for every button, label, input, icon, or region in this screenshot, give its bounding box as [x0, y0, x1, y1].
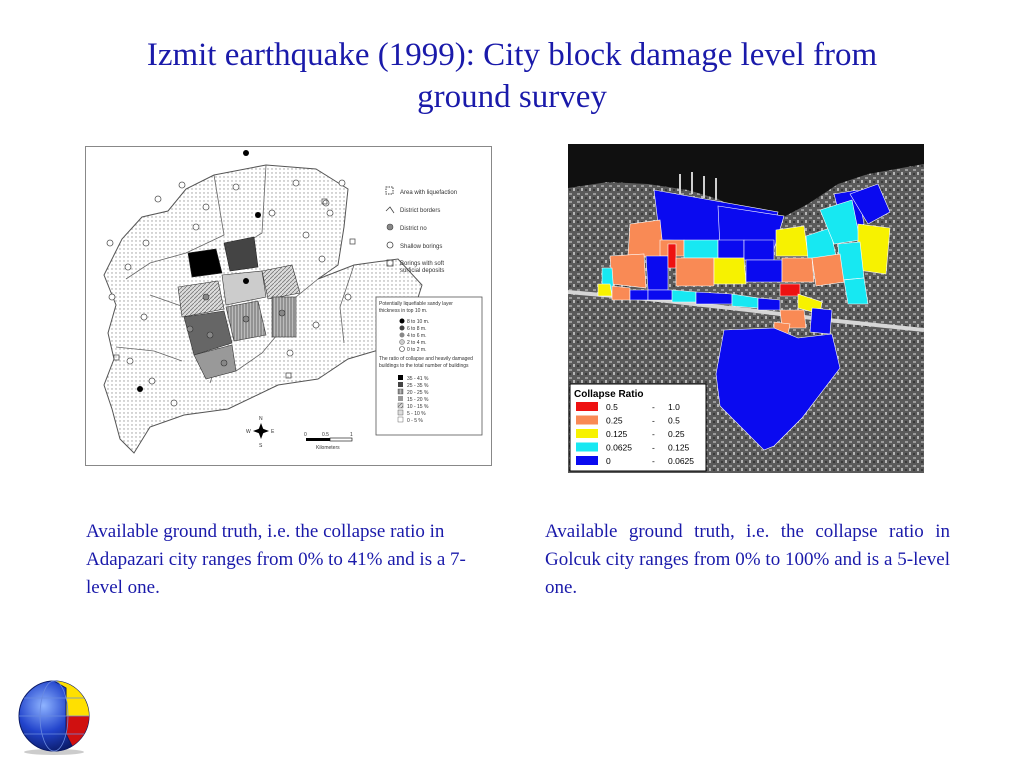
thickness-item: 8 to 10 m.: [407, 319, 430, 325]
thickness-item: 0 to 2 m.: [407, 347, 427, 353]
legend-range-to: 1.0: [668, 402, 680, 412]
thickness-ratio-legend: [376, 297, 482, 435]
legend-swatch: [576, 429, 598, 438]
legend-range-from: 0.125: [606, 429, 628, 439]
compass-icon: [246, 416, 275, 449]
legend-symbol-label: Shallow borings: [400, 244, 443, 250]
legend-range-to: 0.125: [668, 442, 690, 453]
compass-w: W: [246, 429, 251, 435]
slide-title: [0, 34, 1024, 118]
ratio-legend-title: The ratio of collapse and heavily damaged: [379, 356, 473, 362]
legend-range-to: 0.0625: [668, 456, 694, 466]
title-line-1: Izmit earthquake (1999): City block damage level from: [146, 37, 878, 73]
legend-swatch: [576, 402, 598, 411]
legend-symbol-label: District borders: [400, 208, 441, 214]
ratio-item: 5 - 10 %: [407, 411, 426, 417]
thickness-item: 4 to 6 m.: [407, 333, 427, 339]
legend-range-to: 0.25: [668, 429, 685, 439]
legend-range-dash: -: [652, 442, 655, 453]
legend-range-from: 0: [606, 456, 611, 466]
thickness-item: 6 to 8 m.: [407, 326, 427, 332]
thickness-legend-title: thickness in top 10 m.: [379, 308, 428, 314]
thickness-legend-title: Potentially liquefiable sandy layer: [379, 301, 453, 307]
legend-range-from: 0.0625: [606, 442, 632, 453]
legend-range-dash: -: [652, 415, 655, 426]
adapazari-map-svg: [86, 147, 491, 465]
thickness-item: 2 to 4 m.: [407, 340, 427, 346]
dashed-square-icon: [386, 187, 393, 194]
legend-swatch: [576, 443, 598, 452]
legend-range-from: 0.25: [606, 415, 623, 426]
collapse-legend-title: Collapse Ratio: [574, 389, 644, 400]
adapazari-damage-map: [85, 146, 492, 466]
compass-n: N: [259, 416, 263, 422]
scale-tick: 1: [350, 432, 353, 438]
ratio-item: 0 - 5 %: [407, 418, 423, 424]
legend-symbol-label: surficial deposits: [400, 268, 445, 274]
legend-symbol-label: District no: [400, 226, 427, 232]
legend-range-from: 0.5: [606, 402, 618, 412]
legend-swatch: [576, 456, 598, 465]
legend-symbol-label: Borings with soft: [400, 261, 445, 267]
legend-symbol-label: Area with liquefaction: [400, 190, 458, 196]
legend-range-dash: -: [652, 456, 655, 466]
compass-s: S: [259, 443, 263, 449]
legend-range-dash: -: [652, 402, 655, 412]
caption-adapazari: Available ground truth, i.e. the collapse ratio in Adapazari city ranges from 0% to 41% and is a 7-level one.: [86, 521, 466, 598]
scale-tick: 0: [304, 432, 307, 438]
line-icon: [386, 207, 394, 213]
ratio-item: 35 - 41 %: [407, 376, 429, 382]
numbered-circle-icon: [387, 224, 393, 230]
ratio-item: 25 - 35 %: [407, 383, 429, 389]
caption-golcuk: Available ground truth, i.e. the collapse ratio in Golcuk city ranges from 0% to 100% and is a 5-level one.: [545, 521, 950, 598]
scale-tick: 0.5: [322, 432, 329, 438]
scale-label: Kilometers: [316, 445, 340, 451]
legend-range-dash: -: [652, 429, 655, 439]
legend-swatch: [576, 416, 598, 425]
ratio-legend-title: buildings to the total number of buildings: [379, 363, 469, 369]
scale-bar: [304, 432, 353, 451]
globe-logo-icon: [14, 678, 92, 756]
golcuk-map-svg: [568, 144, 924, 473]
ratio-item: 20 - 25 %: [407, 390, 429, 396]
ratio-item: 10 - 15 %: [407, 404, 429, 410]
ratio-item: 15 - 20 %: [407, 397, 429, 403]
golcuk-collapse-map: [568, 144, 924, 473]
open-circle-icon: [387, 242, 393, 248]
city-outline: [104, 165, 422, 453]
legend-range-to: 0.5: [668, 415, 680, 426]
title-line-2: ground survey: [417, 79, 607, 115]
compass-e: E: [271, 429, 275, 435]
